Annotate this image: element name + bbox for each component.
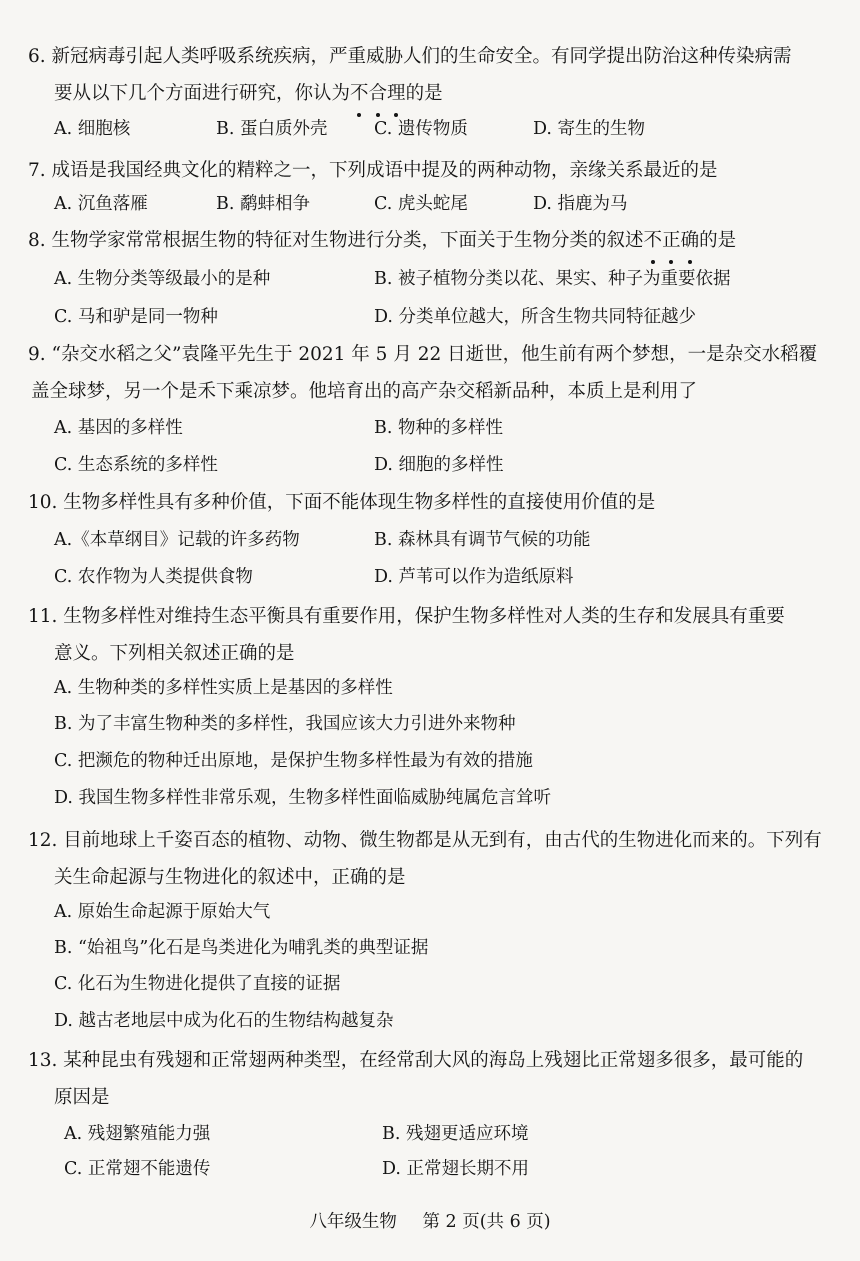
option-c: C. 农作物为人类提供食物 — [54, 567, 253, 587]
question-6-line1: 6. 新冠病毒引起人类呼吸系统疾病，严重威胁人们的生命安全。有同学提出防治这种传染病需 — [28, 46, 792, 67]
option-c: C. 正常翅不能遗传 — [64, 1159, 211, 1179]
question-11-line1: 11. 生物多样性对维持生态平衡具有重要作用，保护生物多样性对人类的生存和发展具有重要 — [28, 606, 785, 627]
question-13-stem — [28, 1042, 828, 1116]
option-d: D. 正常翅长期不用 — [382, 1159, 530, 1179]
question-8-stem — [28, 222, 828, 259]
option-c: C. 化石为生物进化提供了直接的证据 — [54, 974, 341, 994]
option-a: A. 原始生命起源于原始大气 — [54, 902, 271, 922]
option-b: B. 鹬蚌相争 — [216, 194, 310, 214]
footer-subject: 八年级生物 — [309, 1212, 397, 1232]
page-footer — [0, 1208, 860, 1233]
option-b: B. 森林具有调节气候的功能 — [374, 530, 591, 550]
question-8-line1: 8. 生物学家常常根据生物的特征对生物进行分类，下面关于生物分类的叙述 — [28, 230, 644, 251]
option-c: C. 马和驴是同一物种 — [54, 307, 218, 327]
emphasis-char: 不 — [644, 222, 663, 259]
question-7-line1: 7. 成语是我国经典文化的精粹之一，下列成语中提及的两种动物，亲缘关系最近的是 — [28, 160, 718, 181]
option-a: A. 生物分类等级最小的是种 — [54, 269, 271, 289]
question-11-line2: 意义。下列相关叙述正确的是 — [54, 643, 295, 664]
option-b: B. 蛋白质外壳 — [216, 119, 328, 139]
option-a: A. 细胞核 — [54, 119, 131, 139]
question-13-line1: 13. 某种昆虫有残翅和正常翅两种类型，在经常刮大风的海岛上残翅比正常翅多很多，最可能的 — [28, 1050, 804, 1071]
question-6-line2-text: 要从以下几个方面进行研究，你认为 — [54, 83, 351, 104]
option-d: D. 越古老地层中成为化石的生物结构越复杂 — [54, 1011, 394, 1031]
question-12-stem — [28, 822, 828, 896]
question-13-line2: 原因是 — [54, 1087, 110, 1108]
option-d: D. 芦苇可以作为造纸原料 — [374, 567, 574, 587]
option-a: A.《本草纲目》记载的许多药物 — [54, 530, 300, 550]
question-9-stem — [28, 336, 828, 410]
question-9-line1: 9. “杂交水稻之父”袁隆平先生于 2021 年 5 月 22 日逝世，他生前有两个梦想，一是杂交水稻覆 — [28, 344, 818, 365]
emphasis-char: 正 — [662, 222, 681, 259]
question-6-line2 — [28, 75, 828, 112]
option-b: B. “始祖鸟”化石是鸟类进化为哺乳类的典型证据 — [54, 938, 429, 958]
option-c: C. 遗传物质 — [374, 119, 468, 139]
option-d: D. 我国生物多样性非常乐观，生物多样性面临威胁纯属危言耸听 — [54, 788, 552, 808]
emphasis-char: 不 — [350, 75, 369, 112]
option-c: C. 生态系统的多样性 — [54, 455, 218, 475]
option-a: A. 生物种类的多样性实质上是基因的多样性 — [54, 678, 393, 698]
question-7-stem — [28, 152, 828, 189]
emphasis-char: 合 — [369, 75, 388, 112]
emphasis-char: 确 — [681, 222, 700, 259]
question-6-stem — [28, 38, 828, 112]
question-12-line1: 12. 目前地球上千姿百态的植物、动物、微生物都是从无到有，由古代的生物进化而来的。下列有 — [28, 830, 822, 851]
emphasis-char: 理 — [387, 75, 406, 112]
option-d: D. 寄生的生物 — [533, 119, 646, 139]
question-12-line2: 关生命起源与生物进化的叙述中，正确的是 — [54, 867, 406, 888]
option-a: A. 沉鱼落雁 — [54, 194, 148, 214]
option-b: B. 被子植物分类以花、果实、种子为重要依据 — [374, 269, 731, 289]
option-b: B. 物种的多样性 — [374, 418, 503, 438]
option-c: C. 虎头蛇尾 — [374, 194, 468, 214]
question-9-line2: 盖全球梦，另一个是禾下乘凉梦。他培育出的高产杂交稻新品种，本质上是利用了 — [31, 381, 698, 402]
option-a: A. 基因的多样性 — [54, 418, 183, 438]
option-d: D. 分类单位越大，所含生物共同特征越少 — [374, 307, 697, 327]
option-b: B. 为了丰富生物种类的多样性，我国应该大力引进外来物种 — [54, 714, 516, 734]
option-d: D. 细胞的多样性 — [374, 455, 504, 475]
question-10-line1: 10. 生物多样性具有多种价值，下面不能体现生物多样性的直接使用价值的是 — [28, 492, 656, 513]
footer-page-number: 第 2 页(共 6 页) — [422, 1212, 551, 1232]
option-b: B. 残翅更适应环境 — [382, 1124, 529, 1144]
question-6-line2-end: 的是 — [405, 83, 443, 104]
question-8-line1-end: 的是 — [699, 230, 737, 251]
question-10-stem — [28, 484, 828, 521]
question-11-stem — [28, 598, 828, 672]
option-d: D. 指鹿为马 — [533, 194, 628, 214]
option-a: A. 残翅繁殖能力强 — [64, 1124, 211, 1144]
option-c: C. 把濒危的物种迁出原地，是保护生物多样性最为有效的措施 — [54, 751, 533, 771]
